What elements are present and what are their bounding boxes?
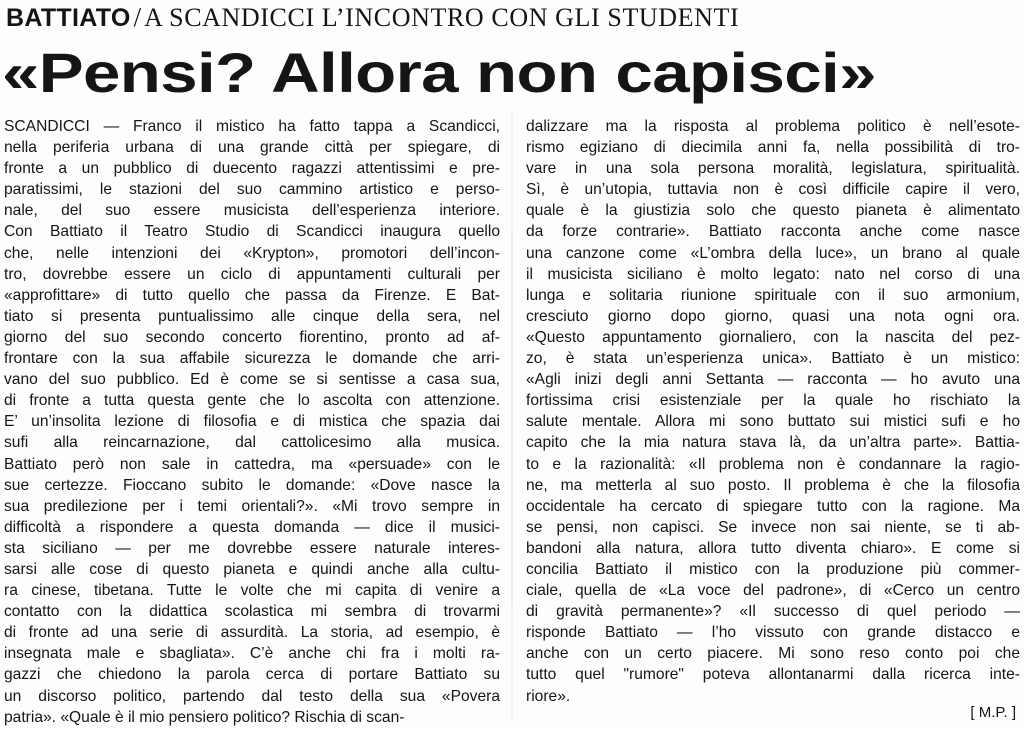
article-line: «approfittare» di tutto quello che passa da Firenze. E Bat- [4,286,500,304]
article-line: Battiato però non sale in cattedra, ma «persuade» con le [4,455,500,473]
article-line: rismo egiziano di diecimila anni fa, nella possibilità di tro- [526,139,1020,157]
article-line: fronte a un pubblico di duecento ragazzi attentissimi e pre- [4,160,500,178]
headline: «Pensi? Allora non capisci» [2,41,876,104]
article-line: ne, ma metterla al suo posto. Il problema è che la filosofia [526,476,1020,494]
kicker-name: BATTIATO [6,4,131,32]
article-line: Con Battiato il Teatro Studio di Scandicci inaugura quello [4,223,500,241]
article-line: tiato si presenta puntualissimo alle cinque della sera, nel [4,307,500,325]
kicker-title: A SCANDICCI L’INCONTRO CON GLI STUDENTI [144,3,740,32]
article-line: una canzone come «L’ombra della luce», un brano al quale [526,244,1020,262]
article-line: sta siciliano — per me dovrebbe essere naturale interes- [4,539,500,557]
article-line: nella periferia urbana di una grande città per spiegare, di [4,139,500,157]
article-line: ciale, quella de «La voce del padrone», di «Cerco un centro [526,582,1020,600]
article-line: lunga e solitaria riunione spirituale con il suo armonium, [526,286,1020,304]
article-line: E’ un’insolita lezione di filosofia e di mistica che spazia dai [4,413,500,431]
article-line: di fronte a tutta questa gente che lo ascolta con attenzione. [4,392,500,410]
article-line: sua predilezione per i temi orientali?». «Mi trovo sempre in [4,497,500,515]
article-line: concilia Battiato il mistico con la produzione più commer- [526,560,1020,578]
article-line: riore». [526,687,571,705]
article-line: se pensi, non capisci. Se invece non sai niente, se ti ab- [526,518,1020,536]
article-line: sue certezze. Fioccano subito le domande: «Dove nasce la [4,476,500,494]
article-line: «Questo appuntamento giornaliero, con la nascita del pez- [526,328,1020,346]
article-line: vare in una sola persona moralità, legislatura, spiritualità. [526,160,1020,178]
article-line: vano del suo pubblico. Ed è come se si sentisse a casa sua, [4,371,500,389]
article-line: SCANDICCI — Franco il mistico ha fatto tappa a Scandicci, [4,118,500,135]
article-column-right [526,116,1020,707]
article-line: difficoltà a rispondere a questa domanda — dice il musici- [4,518,500,536]
kicker-separator: / [133,2,142,32]
article-line: to e la razionalità: «Il problema non è condannare la ragio- [526,455,1020,473]
article-line: tutto quel "rumore" poteva allontanarmi dalla ricerca inte- [526,666,1020,684]
article-line: zo, è stata un’esperienza unica». Battiato è un mistico: [526,350,1020,368]
article-line: di fronte ad una serie di assurdità. La storia, ad esempio, è [4,624,500,642]
article-line: capito che la mia natura stava là, da un’altra parte». Battia- [526,434,1020,452]
article-line: ra cinese, tibetana. Tutte le volte che mi capita di venire a [4,582,500,600]
article-line: paratissimi, le stazioni del suo cammino artistico e perso- [4,181,500,199]
article-line: frontare con la sua affabile sicurezza le domande che arri- [4,350,500,368]
kicker-line [6,2,1016,32]
article-line: da forze contrarie». Battiato racconta anche come nasce [526,223,1020,241]
article-line: tro, dovrebbe essere un ciclo di appuntamenti culturali per [4,265,500,283]
article-line: giorno del suo secondo concerto fiorentino, pronto ad af- [4,328,500,346]
article-line: sarsi alle cose di questo pianeta e quindi anche alla cultu- [4,560,500,578]
article-column-left [4,116,500,728]
article-line: cresciuto giorno dopo giorno, quasi una nota ogni ora. [526,307,1020,325]
article-line: occidentale ha cercato di spiegare tutto con la ragione. Ma [526,497,1020,515]
article-line: gazzi che chiedono la parola cerca di portare Battiato su [4,666,500,684]
article-line: insegnata male e sbagliata». C’è anche chi fra i molti ra- [4,645,500,663]
article-line: fortissima crisi esistenziale per la quale ho rischiato la [526,392,1020,410]
article-line: Sì, è un’utopia, tuttavia non è così difficile capire il vero, [526,181,1020,199]
article-line: bandoni alla natura, allora tutto diventa chiaro». E come si [526,539,1020,557]
author-signature: [ M.P. ] [970,704,1016,721]
page-fold [511,112,513,722]
article-line: salute mentale. Allora mi sono buttato sui mistici sufi e ho [526,413,1020,431]
article-line: anche con un certo piacere. Mi sono reso conto poi che [526,645,1020,663]
article-line: di gravità permanente»? «Il successo di quel periodo — [526,603,1020,621]
article-line: il musicista siciliano è molto legato: nato nel corso di una [526,265,1020,283]
article-line: «Agli inizi degli anni Settanta — racconta — ho avuto una [526,371,1020,389]
article-line: quale è la giustizia solo che questo pianeta è alimentato [526,202,1020,220]
article-line: patria». «Quale è il mio pensiero politico? Rischia di scan- [4,708,405,726]
article-line: che, nelle intenzioni dei «Krypton», promotori dell’incon- [4,244,500,262]
article-line: dalizzare ma la risposta al problema politico è nell’esote- [526,118,1020,135]
article-line: nale, del suo essere musicista dell’esperienza interiore. [4,202,500,220]
article-line: risponde Battiato — l’ho vissuto con grande distacco e [526,624,1020,642]
article-line: sufi alla reincarnazione, dal cattolicesimo alla musica. [4,434,500,452]
article-line: contatto con la didattica scolastica mi sembra di trovarmi [4,603,500,621]
article-line: un discorso politico, partendo dal testo della sua «Povera [4,687,500,705]
